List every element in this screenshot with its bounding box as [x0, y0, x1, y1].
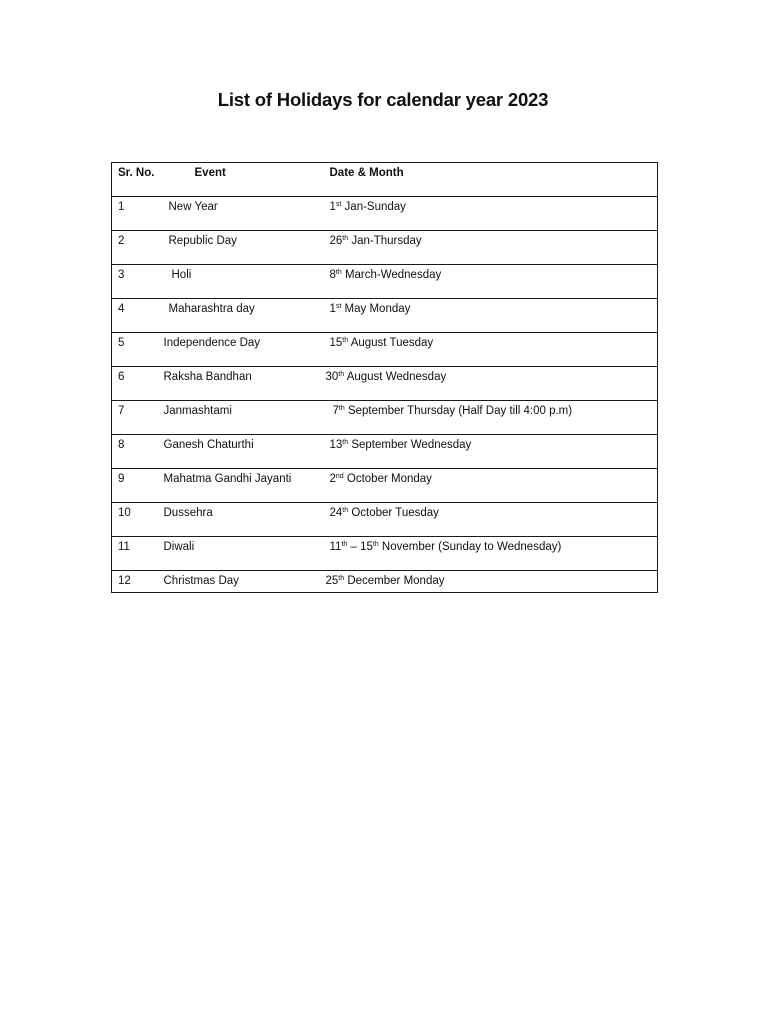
sr-no-cell: 10 [112, 503, 158, 537]
event-cell: Dussehra [158, 503, 321, 537]
date-cell: 7th September Thursday (Half Day till 4:00 p.m) [321, 401, 658, 435]
header-date-month: Date & Month [321, 163, 658, 197]
header-event: Event [158, 163, 321, 197]
event-cell: Raksha Bandhan [158, 367, 321, 401]
date-cell: 24th October Tuesday [321, 503, 658, 537]
sr-no-cell: 1 [112, 197, 158, 231]
event-cell: Maharashtra day [158, 299, 321, 333]
table-row [112, 503, 658, 537]
table-row [112, 469, 658, 503]
date-cell: 8th March-Wednesday [321, 265, 658, 299]
event-cell: Diwali [158, 537, 321, 571]
event-cell: Mahatma Gandhi Jayanti [158, 469, 321, 503]
event-cell: Janmashtami [158, 401, 321, 435]
event-cell: Republic Day [158, 231, 321, 265]
sr-no-cell: 12 [112, 571, 158, 593]
date-cell: 2nd October Monday [321, 469, 658, 503]
table-row [112, 197, 658, 231]
event-cell: Holi [158, 265, 321, 299]
sr-no-cell: 8 [112, 435, 158, 469]
date-cell: 25th December Monday [321, 571, 658, 593]
table-row [112, 299, 658, 333]
event-cell: Independence Day [158, 333, 321, 367]
holiday-table [111, 162, 658, 593]
table-row [112, 571, 658, 593]
table-row [112, 231, 658, 265]
sr-no-cell: 4 [112, 299, 158, 333]
page-title: List of Holidays for calendar year 2023 [217, 89, 549, 110]
sr-no-cell: 3 [112, 265, 158, 299]
date-cell: 1st Jan-Sunday [321, 197, 658, 231]
event-cell: New Year [158, 197, 321, 231]
sr-no-cell: 7 [112, 401, 158, 435]
table-row [112, 367, 658, 401]
date-cell: 1st May Monday [321, 299, 658, 333]
sr-no-cell: 11 [112, 537, 158, 571]
table-row [112, 265, 658, 299]
date-cell: 26th Jan-Thursday [321, 231, 658, 265]
date-cell: 13th September Wednesday [321, 435, 658, 469]
table-header-row [112, 163, 658, 197]
event-cell: Christmas Day [158, 571, 321, 593]
date-cell: 15th August Tuesday [321, 333, 658, 367]
table-row [112, 435, 658, 469]
event-cell: Ganesh Chaturthi [158, 435, 321, 469]
table-row [112, 333, 658, 367]
sr-no-cell: 6 [112, 367, 158, 401]
sr-no-cell: 9 [112, 469, 158, 503]
table-row [112, 401, 658, 435]
sr-no-cell: 5 [112, 333, 158, 367]
date-cell: 11th – 15th November (Sunday to Wednesday) [321, 537, 658, 571]
date-cell: 30th August Wednesday [321, 367, 658, 401]
header-sr-no: Sr. No. [112, 163, 158, 197]
sr-no-cell: 2 [112, 231, 158, 265]
table-row [112, 537, 658, 571]
